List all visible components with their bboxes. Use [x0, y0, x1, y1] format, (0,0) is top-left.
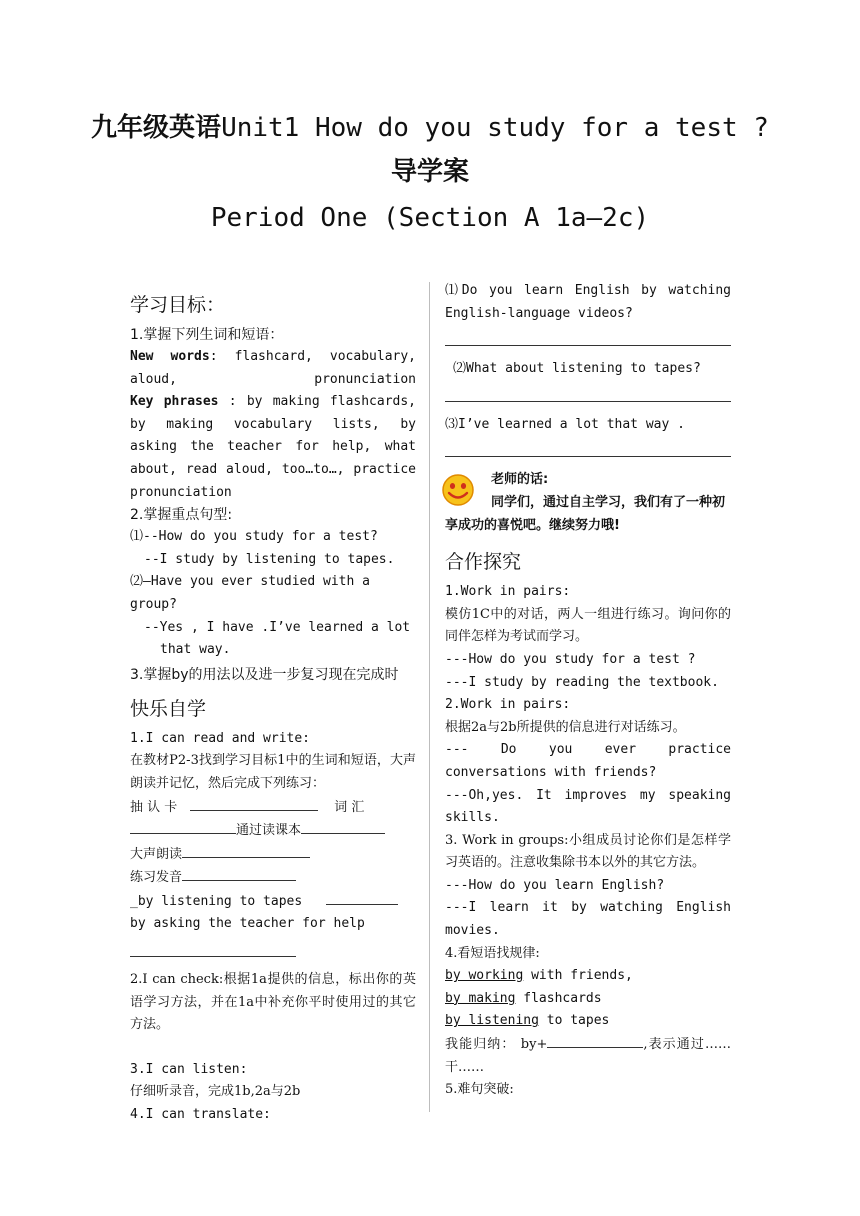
word-row-2: 通过读课本: [130, 819, 416, 843]
sentence-1a: ⑴--How do you study for a test?: [130, 529, 378, 545]
listen-label: 3.I can listen:: [130, 1061, 248, 1077]
teacher-label: 老师的话:: [491, 472, 549, 488]
translate-q2: ⑵What about listening to tapes?: [453, 361, 701, 377]
self-study-heading: 快乐自学: [130, 697, 207, 720]
word-row-4: 练习发音: [130, 866, 416, 890]
tapes-blank[interactable]: [326, 890, 398, 905]
cooperate-heading: 合作探究: [445, 551, 522, 574]
smiley-icon: [441, 473, 475, 507]
new-words: New words: flashcard, vocabulary, aloud, pronunciation: [130, 349, 416, 387]
pair-work-2-desc: 根据2a与2b所提供的信息进行对话练习。: [445, 719, 686, 735]
rule-summary: 我能归纳： by+ ,表示通过……干……: [445, 1033, 731, 1079]
answer-line-3[interactable]: [445, 442, 731, 457]
pair-work-1-a: ---I study by reading the textbook.: [445, 674, 719, 690]
translate-q3: ⑶I’ve learned a lot that way .: [445, 416, 685, 432]
help-blank[interactable]: [130, 942, 296, 957]
sentence-1b: --I study by listening to tapes.: [144, 551, 395, 567]
translate-q1: ⑴Do you learn English by watching English-language videos?: [445, 283, 731, 321]
goal-3: 3.掌握by的用法以及进一步复习现在完成时: [130, 666, 399, 683]
rule-blank[interactable]: [547, 1033, 643, 1048]
sentence-2b: --Yes , I have .I’ve learned a lot: [144, 619, 411, 635]
listen-desc: 仔细听录音，完成1b,2a与2b: [130, 1084, 301, 1100]
word-row-3: 大声朗读: [130, 843, 416, 867]
pair-work-2-a: ---Oh,yes. It improves my speaking skills.: [445, 787, 731, 826]
aloud-blank[interactable]: [182, 843, 310, 858]
word-row-5: _by listening to tapes: [130, 890, 416, 914]
pair-work-2-q: --- Do you ever practice conversations with friends?: [445, 742, 731, 780]
column-divider: [429, 282, 430, 1112]
pair-work-1: 1.Work in pairs:: [445, 584, 571, 600]
left-column: [130, 280, 416, 1127]
pair-work-1-q: ---How do you study for a test ?: [445, 651, 696, 667]
answer-line-2[interactable]: [445, 387, 731, 402]
sentence-2a: ⑵—Have you ever studied with a group?: [130, 574, 370, 612]
key-phrases: Key phrases : by making flashcards, by making vocabulary lists, by asking the teacher for help, what about, read aloud, too…to…, practice pronunciation: [130, 394, 417, 500]
textbook-blank[interactable]: [301, 819, 385, 834]
sentence-2c: that way.: [160, 642, 231, 658]
right-column: [445, 280, 731, 1102]
read-write-desc: 在教材P2-3找到学习目标1中的生词和短语，大声朗读并记忆，然后完成下列练习：: [130, 753, 416, 791]
vocabulary-blank[interactable]: [130, 819, 236, 834]
phrase-2: by making flashcards: [445, 990, 602, 1006]
doc-title-line2: 导学案: [390, 157, 469, 187]
answer-line-1[interactable]: [445, 331, 731, 346]
word-row-1: 抽 认 卡 词 汇: [130, 796, 416, 820]
goal-1: 1.掌握下列生词和短语：: [130, 327, 284, 343]
pair-work-1-desc: 模仿1C中的对话，两人一组进行练习。询问你的同伴怎样为考试而学习。: [445, 606, 731, 645]
translate-label: 4.I can translate:: [130, 1107, 271, 1123]
group-work-3-q: ---How do you learn English?: [445, 877, 665, 893]
teacher-message: 同学们，通过自主学习，我们有了一种初享成功的喜悦吧。继续努力哦!: [445, 494, 726, 533]
goals-heading: 学习目标：: [130, 294, 226, 316]
teacher-note: [445, 469, 731, 537]
pair-work-2: 2.Work in pairs:: [445, 697, 571, 713]
check-task: 2.I can check:根据1a提供的信息，标出你的英语学习方法，并在1a中补充你平时使用过的其它方法。: [130, 972, 416, 1033]
doc-title-line1: 九年级英语Unit1 How do you study for a test ?: [91, 113, 769, 143]
phrase-1: by working with friends,: [445, 968, 633, 984]
doc-subtitle: Period One (Section A 1a—2c): [210, 203, 650, 233]
group-work-3: 3. Work in groups:小组成员讨论你们是怎样学习英语的。注意收集除书本以外的其它方法。: [445, 832, 731, 871]
goal-2: 2.掌握重点句型:: [130, 507, 233, 524]
pronunciation-blank[interactable]: [182, 866, 296, 881]
difficult-sentence-heading: 5.难句突破:: [445, 1082, 514, 1098]
phrase-3: by listening to tapes: [445, 1013, 610, 1029]
group-work-3-a: ---I learn it by watching English movies.: [445, 900, 731, 939]
phrase-rule-heading: 4.看短语找规律:: [445, 945, 540, 961]
word-row-6: by asking the teacher for help: [130, 916, 365, 932]
flashcard-blank[interactable]: [190, 796, 318, 811]
read-write-label: 1.I can read and write:: [130, 730, 311, 746]
